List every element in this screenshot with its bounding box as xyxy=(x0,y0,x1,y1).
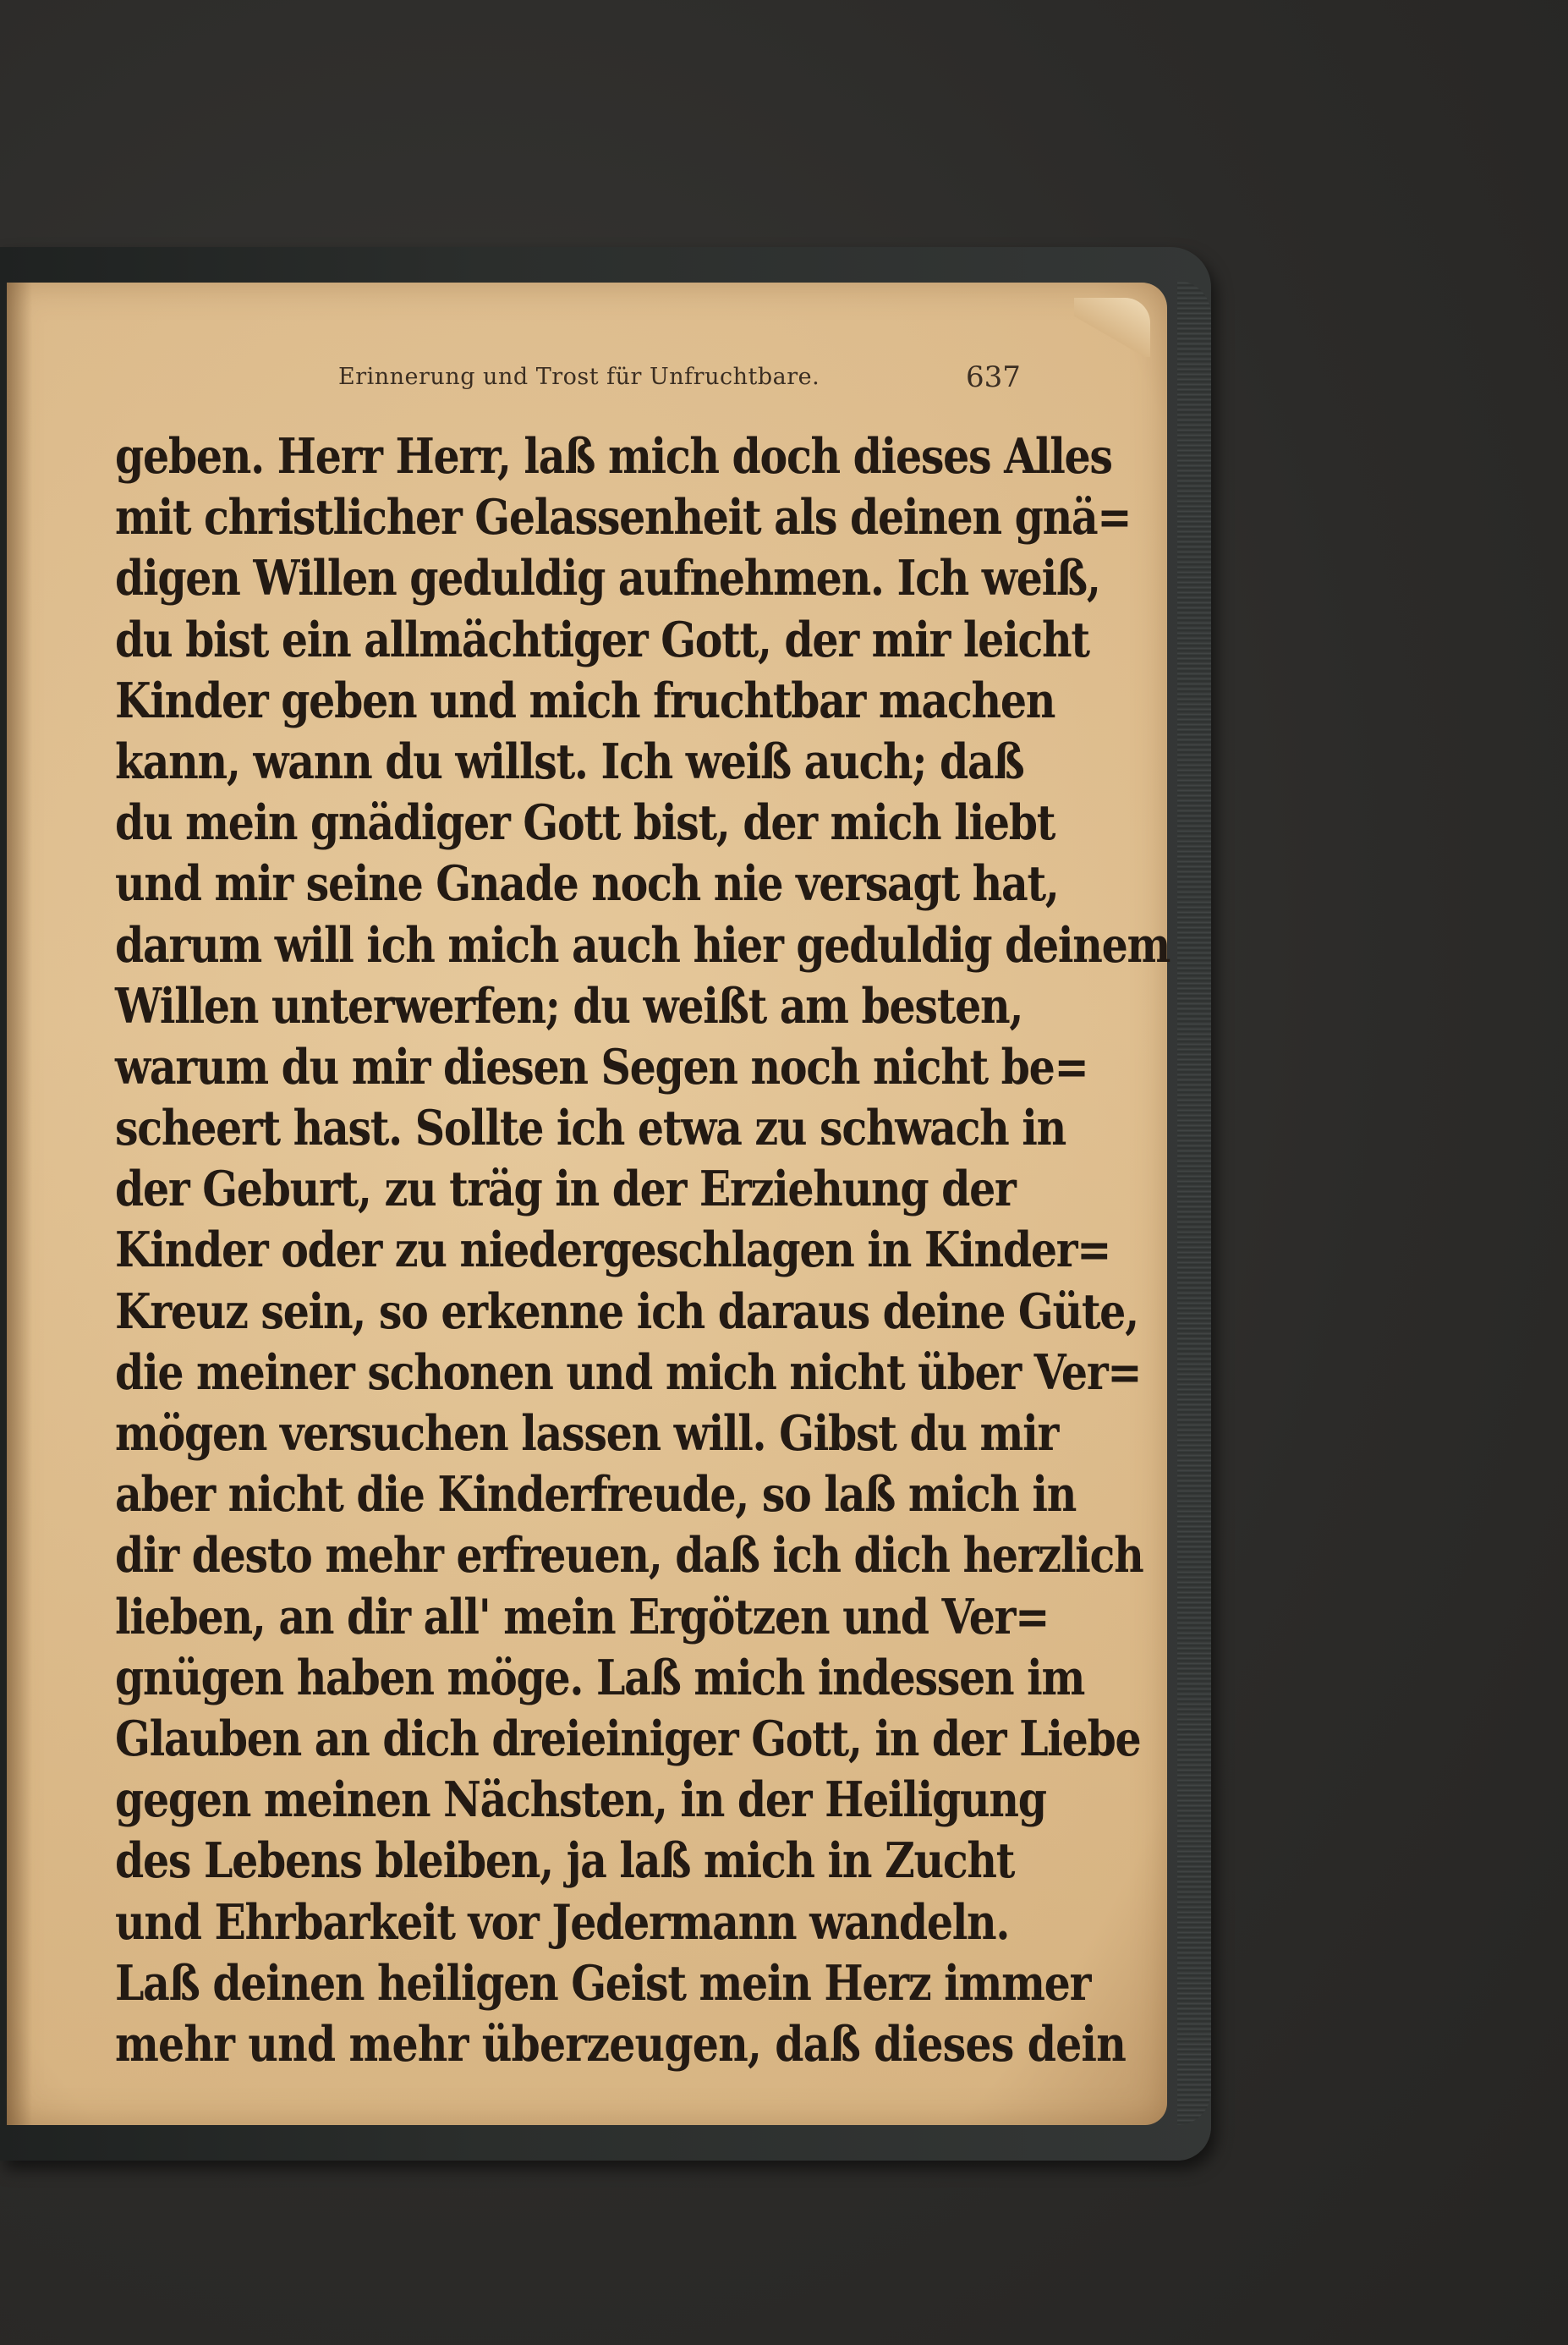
text-line: des Lebens bleiben, ja laß mich in Zucht xyxy=(115,1832,1015,1890)
text-line: Laß deinen heiligen Geist mein Herz immer xyxy=(115,1954,1091,2012)
text-line: gnügen haben möge. Laß mich indessen im xyxy=(115,1649,1085,1706)
text-line: du bist ein allmächtiger Gott, der mir leicht xyxy=(115,611,1089,668)
text-line: mögen versuchen lassen will. Gibst du mir xyxy=(115,1405,1059,1462)
text-line: kann, wann du willst. Ich weiß auch; daß xyxy=(115,733,1024,790)
text-line: warum du mir diesen Segen noch nicht be= xyxy=(115,1038,1088,1096)
text-line: lieben, an dir all' mein Ergötzen und Ver= xyxy=(115,1588,1049,1645)
text-line: darum will ich mich auch hier geduldig deinem xyxy=(115,916,1171,974)
text-line: dir desto mehr erfreuen, daß ich dich herzlich xyxy=(115,1527,1143,1584)
text-line: der Geburt, zu träg in der Erziehung der xyxy=(115,1161,1016,1218)
text-line: scheert hast. Sollte ich etwa zu schwach in xyxy=(115,1100,1066,1157)
text-line: geben. Herr Herr, laß mich doch dieses Alles xyxy=(115,428,1112,485)
text-line: die meiner schonen und mich nicht über Ver= xyxy=(115,1343,1142,1401)
text-line: Kreuz sein, so erkenne ich daraus deine Güte, xyxy=(115,1282,1138,1340)
text-line: digen Willen geduldig aufnehmen. Ich weiß, xyxy=(115,550,1100,607)
text-line: aber nicht die Kinderfreude, so laß mich in xyxy=(115,1466,1077,1524)
text-line: mehr und mehr überzeugen, daß dieses dein xyxy=(115,2015,1126,2073)
text-line: und Ehrbarkeit vor Jedermann wandeln. xyxy=(115,1893,1010,1951)
text-line: Kinder geben und mich fruchtbar machen xyxy=(115,672,1055,729)
gutter-shadow xyxy=(7,283,32,2125)
text-line: mit christlicher Gelassenheit als deinen gnä= xyxy=(115,489,1132,546)
text-line: gegen meinen Nächsten, in der Heiligung xyxy=(115,1771,1046,1829)
text-line: und mir seine Gnade noch nie versagt hat, xyxy=(115,855,1059,913)
text-line: Kinder oder zu niedergeschlagen in Kinder= xyxy=(115,1222,1111,1279)
cover-edge xyxy=(1177,281,1211,2125)
running-head: Erinnerung und Trost für Unfruchtbare. xyxy=(338,364,820,390)
book-page xyxy=(7,283,1171,2125)
text-line: Willen unterwerfen; du weißt am besten, xyxy=(115,977,1023,1035)
page-corner-curl xyxy=(1074,298,1150,357)
text-line: Glauben an dich dreieiniger Gott, in der Liebe xyxy=(115,1710,1141,1767)
text-line: du mein gnädiger Gott bist, der mich liebt xyxy=(115,794,1055,852)
body-text xyxy=(115,426,1171,2075)
page-number: 637 xyxy=(966,360,1021,394)
